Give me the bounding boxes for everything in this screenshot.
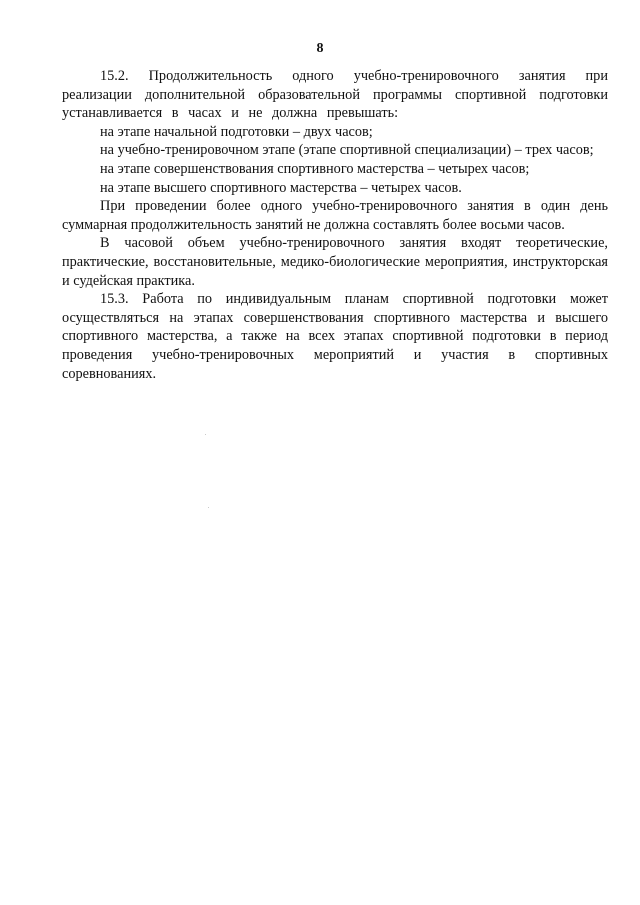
document-body xyxy=(62,67,608,383)
paragraph-15-2: 15.2. Продолжительность одного учебно-тренировочного занятия при реализации дополнительной образовательной программы спортивной подготовки устанавливается в часах и не должна превышать: xyxy=(62,68,608,122)
paragraph-15-3: 15.3. Работа по индивидуальным планам спортивной подготовки может осуществляться на этапах совершенствования спортивного мастерства и высшего спортивного мастерства, а также на всех этапах спортивной подготовки в период проведения учебно-тренировочных мероприятий и участия в спортивных соревнованиях. xyxy=(62,291,608,382)
paragraph-stage-training: на учебно-тренировочном этапе (этапе спортивной специализации) – трех часов; xyxy=(100,142,594,159)
scan-artifact xyxy=(205,434,206,435)
paragraph-multiple-sessions: При проведении более одного учебно-тренировочного занятия в один день суммарная продолжительность занятий не должна составлять более восьми часов. xyxy=(62,198,608,233)
paragraph-stage-higher: на этапе высшего спортивного мастерства – четырех часов. xyxy=(100,179,462,196)
scan-artifact xyxy=(208,507,209,508)
paragraph-stage-initial: на этапе начальной подготовки – двух часов; xyxy=(100,123,373,140)
page-number: 8 xyxy=(316,41,324,56)
paragraph-stage-perfection: на этапе совершенствования спортивного мастерства – четырех часов; xyxy=(100,160,530,177)
paragraph-hourly-volume: В часовой объем учебно-тренировочного занятия входят теоретические, практические, восстановительные, медико-биологические мероприятия, инструкторская и судейская практика. xyxy=(62,235,608,289)
